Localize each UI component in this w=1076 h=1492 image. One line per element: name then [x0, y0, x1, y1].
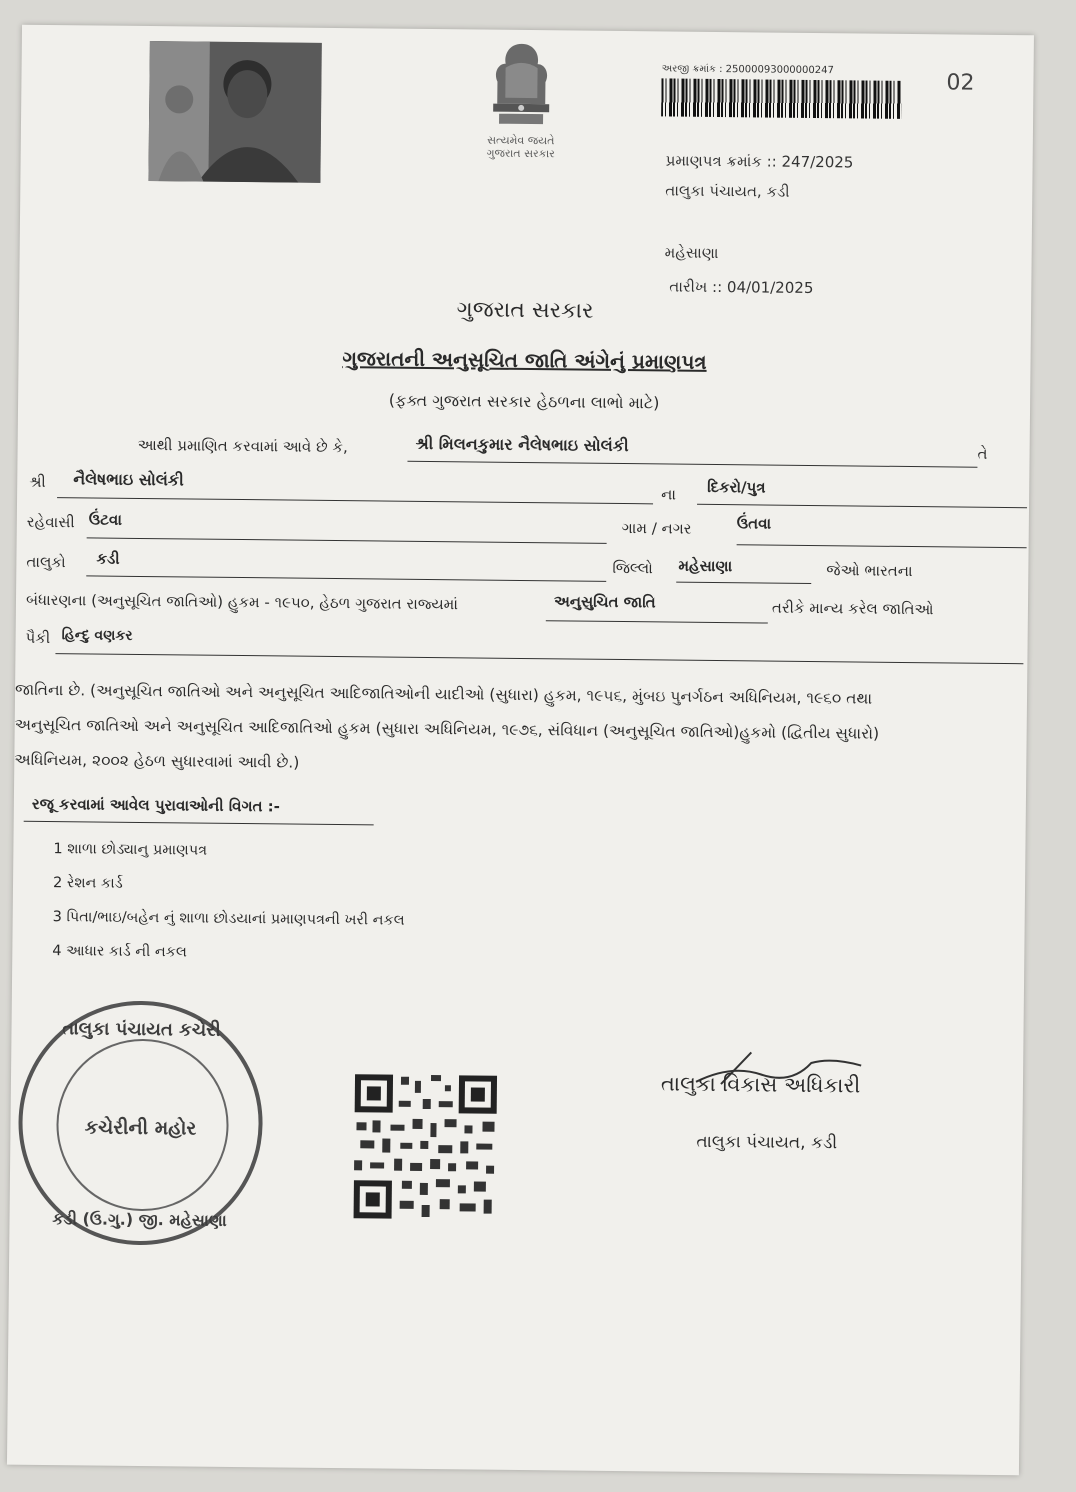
barcode-number: અરજી ક્રમાંક : 25000093000000247 — [661, 63, 834, 77]
paragraph-line-2: અનુસૂચિત જાતિઓ અને અનુસૂચિત આદિજાતિઓ હુકમ (સુધારા અધિનિયમ, ૧૯૭૬, સંવિધાન (અનુસૂચિત જાતિઓ)હુકમો (દ્વિતીય સુધારો) — [14, 715, 880, 743]
taluka-label: તાલુકો — [26, 552, 66, 572]
certificate-number: પ્રમાણપત્ર ક્રમાંક :: 247/2025 — [665, 151, 854, 172]
village-value: ઉંતવા — [736, 514, 772, 533]
applicant-photo — [148, 41, 321, 183]
na-label: ના — [661, 485, 677, 504]
suffix-te: તે — [977, 444, 988, 463]
government-title: ગુજરાત સરકાર — [456, 297, 594, 324]
document-item: 2 રેશન કાર્ડ — [52, 875, 123, 892]
issuing-office: તાલુકા પંચાયત, કડી — [665, 181, 790, 201]
certificate-title: ગુજરાતની અનુસૂચિત જાતિ અંગેનું પ્રમાણપત્ર — [342, 346, 707, 374]
state-emblem — [461, 37, 582, 168]
signatory-title: તાલુકા વિકાસ અધિકારી — [660, 1071, 861, 1098]
office-seal — [17, 1000, 264, 1247]
intro-label: આથી પ્રમાણિત કરવામાં આવે છે કે, — [137, 435, 348, 457]
district-value: મહેસાણા — [678, 556, 733, 576]
seal-top-text: તાલુકા પંચાયત કચેરી — [62, 1018, 221, 1041]
barcode — [661, 78, 901, 119]
certificate-page — [7, 25, 1034, 1476]
emblem-caption-1: સત્યમેવ જયતે — [487, 133, 555, 148]
page-number: 02 — [946, 70, 975, 96]
category-value: અનુસુચિત જાતિ — [553, 592, 656, 612]
legal-paragraph — [14, 673, 1015, 788]
caste-value: હિન્દુ વણકર — [61, 627, 133, 644]
constitution-text: બંધારણના (અનુસૂચિત જાતિઓ) હુકમ - ૧૯૫૦, હેઠળ ગુજરાત રાજ્યમાં — [25, 590, 459, 614]
relation: દિકરો/પુત્ર — [707, 477, 766, 497]
village-label: ગામ / નગર — [621, 519, 692, 538]
lion-capital-icon — [481, 38, 562, 131]
paragraph-line-1: જાતિના છે. (અનુસૂચિત જાતિઓ અને અનુસૂચિત આદિજાતિઓની યાદીઓ (સુધારા) હુકમ, ૧૯૫૬, મુંબઇ પુનર્ગઠન અધિનિયમ, ૧૯૬૦ તથા — [14, 680, 873, 708]
among-label: પૈકી — [25, 628, 51, 648]
emblem-caption-2: ગુજરાત સરકાર — [486, 146, 555, 161]
district-label: જિલ્લો — [612, 558, 653, 578]
taluka-value: કડી — [96, 549, 120, 568]
applicant-name: શ્રી મિલનકુમાર નૈલેષભાઇ સોલંકી — [415, 433, 629, 456]
recognised-text: તરીકે માન્ય કરેલ જાતિઓ — [771, 598, 934, 619]
seal-center-text: કચેરીની મહોર — [84, 1116, 197, 1140]
qr-code — [350, 1070, 502, 1224]
seal-bottom-text: કડી (ઉ.ગુ.) જી. મહેસાણા — [52, 1209, 227, 1230]
father-name: નૈલેષભાઇ સોલંકી — [73, 469, 184, 490]
shri-label: શ્રી — [29, 472, 46, 491]
issue-date: તારીખ :: 04/01/2025 — [669, 277, 814, 298]
certificate-note: (ફક્ત ગુજરાત સરકાર હેઠળના લાભો માટે) — [388, 390, 660, 413]
signatory-office: તાલુકા પંચાયત, કડી — [696, 1131, 838, 1154]
district-header: મહેસાણા — [664, 243, 719, 263]
paragraph-line-3: અધિનિયમ, ૨૦૦૨ હેઠળ સુધારવામાં આવી છે.) — [14, 750, 300, 772]
barcode-block — [661, 63, 902, 119]
document-item: 3 પિતા/ભાઇ/બહેન નું શાળા છોડયાનાં પ્રમાણપત્રની ખરી નકલ — [52, 909, 405, 929]
resident-label: રહેવાસી — [26, 512, 75, 532]
document-item: 1 શાળા છોડ્યાનુ પ્રમાણપત્ર — [53, 841, 208, 859]
india-text: જેઓ ભારતના — [826, 561, 913, 581]
resident-value: ઉંટવા — [88, 510, 123, 529]
documents-heading: રજૂ કરવામાં આવેલ પુરાવાઓની વિગત :- — [31, 794, 280, 816]
document-item: 4 આધાર કાર્ડ ની નકલ — [52, 943, 187, 961]
